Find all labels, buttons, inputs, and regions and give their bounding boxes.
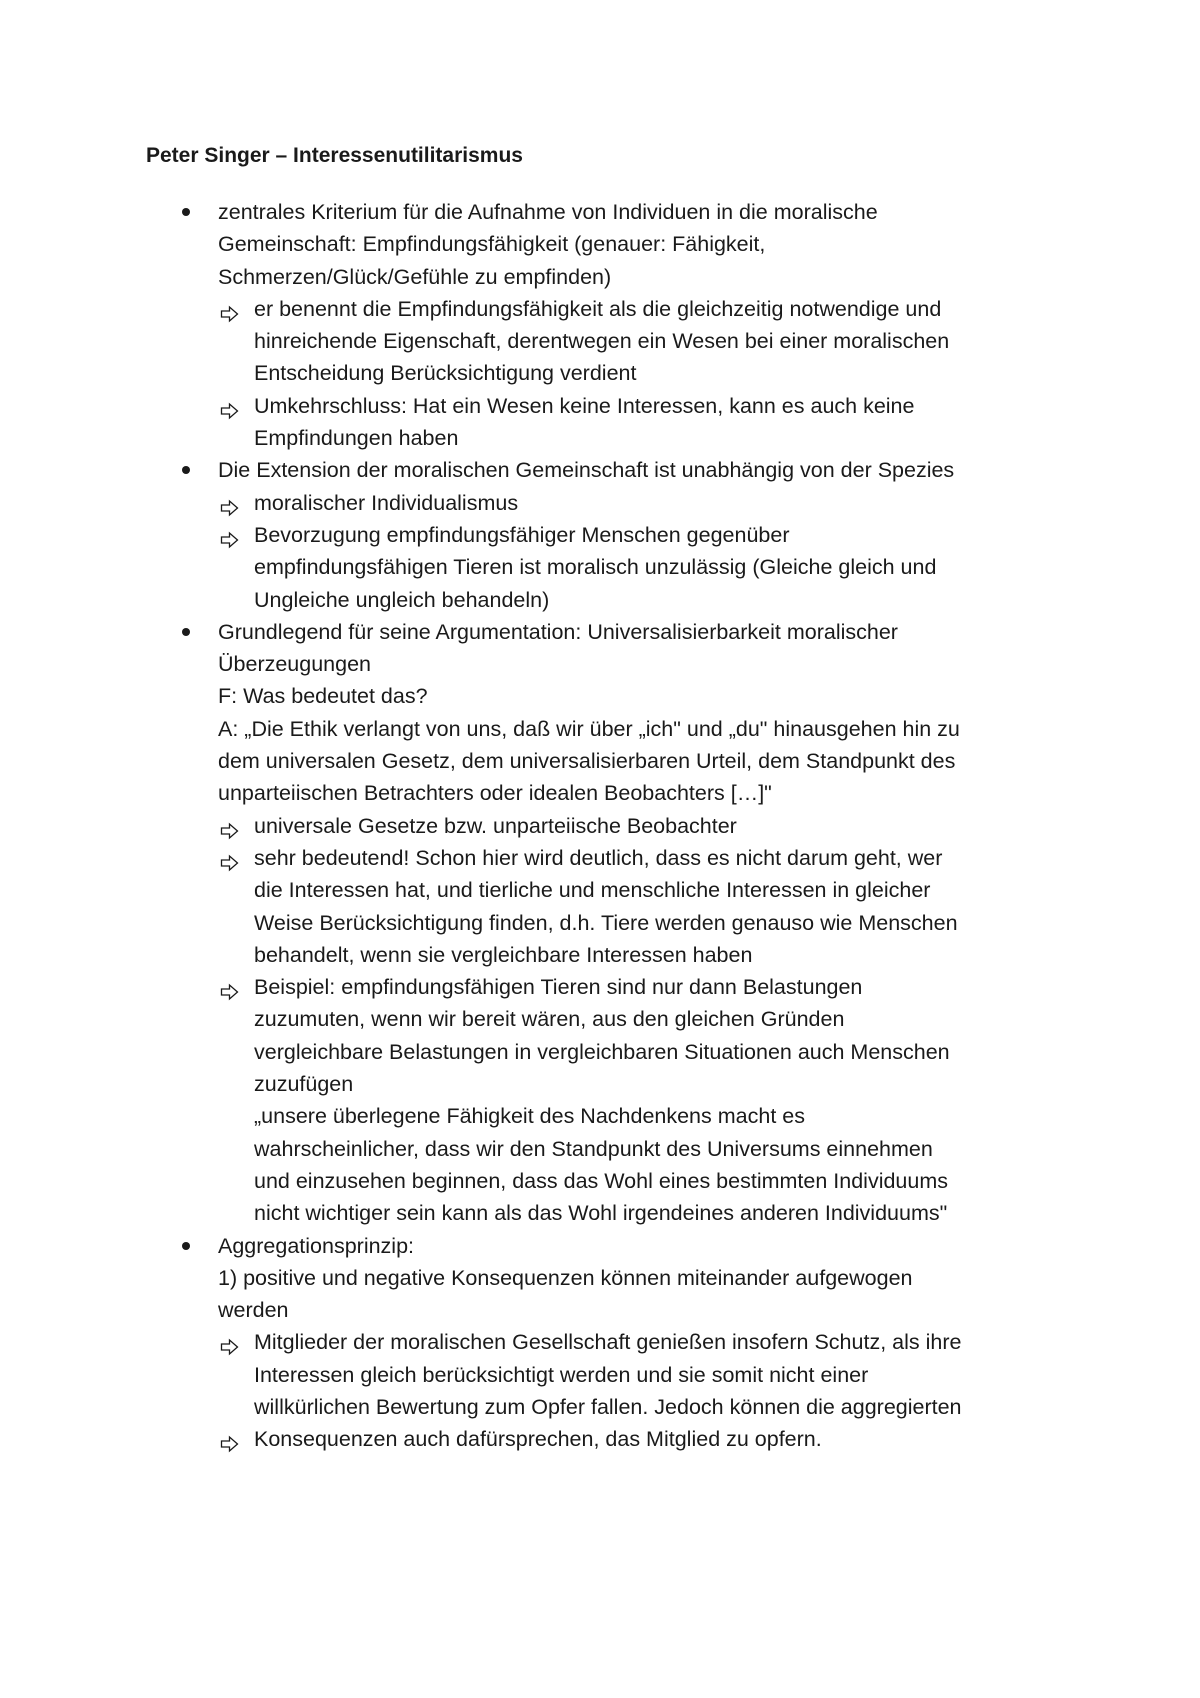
arrow-right-icon bbox=[220, 526, 240, 544]
bullet-list bbox=[146, 196, 1080, 1456]
sub-bullet-text-line: zuzufügen bbox=[254, 1072, 354, 1097]
arrow-right-icon bbox=[220, 978, 240, 996]
sub-bullet-text-line: wahrscheinlicher, dass wir den Standpunkt des Universums einnehmen bbox=[254, 1136, 933, 1161]
bullet-dot-icon bbox=[182, 628, 190, 636]
sub-bullet-text-line: „unsere überlegene Fähigkeit des Nachdenkens macht es bbox=[254, 1104, 805, 1129]
arrow-right-icon bbox=[220, 1430, 240, 1448]
sub-bullet-text-line: Beispiel: empfindungsfähigen Tieren sind nur dann Belastungen bbox=[254, 975, 863, 1000]
bullet-item bbox=[146, 454, 1080, 615]
bullet-item bbox=[146, 196, 1080, 454]
sub-bullet-text-line: Bevorzugung empfindungsfähiger Menschen gegenüber bbox=[254, 522, 790, 547]
bullet-text-line: Überzeugungen bbox=[218, 652, 372, 677]
sub-bullet-text-line: Umkehrschluss: Hat ein Wesen keine Interessen, kann es auch keine bbox=[254, 393, 915, 418]
bullet-item bbox=[146, 1230, 1080, 1456]
sub-bullet-list bbox=[218, 1326, 1080, 1455]
sub-bullet-text-line: Interessen gleich berücksichtigt werden und sie somit nicht einer bbox=[254, 1362, 869, 1387]
sub-bullet-item bbox=[218, 1423, 1080, 1455]
sub-bullet-item bbox=[218, 971, 1080, 1229]
sub-bullet-text-line: sehr bedeutend! Schon hier wird deutlich, dass es nicht darum geht, wer bbox=[254, 845, 943, 870]
sub-bullet-text-line: zuzumuten, wenn wir bereit wären, aus den gleichen Gründen bbox=[254, 1007, 845, 1032]
sub-bullet-list bbox=[218, 487, 1080, 616]
arrow-right-icon bbox=[220, 300, 240, 318]
bullet-text-line: Gemeinschaft: Empfindungsfähigkeit (genauer: Fähigkeit, bbox=[218, 232, 766, 257]
bullet-text-line: unparteiischen Betrachters oder idealen Beobachters […]" bbox=[218, 781, 772, 806]
sub-bullet-item bbox=[218, 1326, 1080, 1423]
bullet-text-line: zentrales Kriterium für die Aufnahme von Individuen in die moralische bbox=[218, 200, 878, 224]
sub-bullet-list bbox=[218, 810, 1080, 1230]
sub-bullet-text-line: Weise Berücksichtigung finden, d.h. Tiere werden genauso wie Menschen bbox=[254, 910, 958, 935]
sub-bullet-list bbox=[218, 293, 1080, 454]
sub-bullet-text-line: die Interessen hat, und tierliche und menschliche Interessen in gleicher bbox=[254, 878, 931, 903]
bullet-text-line: dem universalen Gesetz, dem universalisierbaren Urteil, dem Standpunkt des bbox=[218, 749, 956, 774]
sub-bullet-text-line: Empfindungen haben bbox=[254, 426, 459, 451]
bullet-text-line: F: Was bedeutet das? bbox=[218, 684, 428, 709]
sub-bullet-item bbox=[218, 842, 1080, 971]
sub-bullet-text-line: behandelt, wenn sie vergleichbare Interessen haben bbox=[254, 942, 753, 967]
sub-bullet-text-line: willkürlichen Bewertung zum Opfer fallen. Jedoch können die aggregierten bbox=[254, 1394, 962, 1419]
sub-bullet-text-line: hinreichende Eigenschaft, derentwegen ein Wesen bei einer moralischen bbox=[254, 329, 950, 354]
bullet-text-line: Schmerzen/Glück/Gefühle zu empfinden) bbox=[218, 264, 612, 289]
sub-bullet-text-line: er benennt die Empfindungsfähigkeit als die gleichzeitig notwendige und bbox=[254, 296, 942, 321]
bullet-text-line: Grundlegend für seine Argumentation: Universalisierbarkeit moralischer bbox=[218, 619, 898, 644]
sub-bullet-text-line: vergleichbare Belastungen in vergleichbaren Situationen auch Menschen bbox=[254, 1039, 950, 1064]
bullet-text-line: Die Extension der moralischen Gemeinschaft ist unabhängig von der Spezies bbox=[218, 458, 955, 483]
bullet-text-line: Aggregationsprinzip: bbox=[218, 1233, 415, 1258]
bullet-item bbox=[146, 616, 1080, 1230]
arrow-right-icon bbox=[220, 1333, 240, 1351]
document-title: Peter Singer – Interessenutilitarismus bbox=[146, 144, 523, 167]
bullet-text-line: A: „Die Ethik verlangt von uns, daß wir über „ich" und „du" hinausgehen hin zu bbox=[218, 716, 960, 741]
arrow-right-icon bbox=[220, 849, 240, 867]
sub-bullet-text-line: empfindungsfähigen Tieren ist moralisch unzulässig (Gleiche gleich und bbox=[254, 555, 937, 580]
bullet-dot-icon bbox=[182, 466, 190, 474]
sub-bullet-text-line: universale Gesetze bzw. unparteiische Beobachter bbox=[254, 813, 737, 838]
sub-bullet-text-line: und einzusehen beginnen, dass das Wohl eines bestimmten Individuums bbox=[254, 1168, 949, 1193]
sub-bullet-item bbox=[218, 293, 1080, 390]
sub-bullet-text-line: Ungleiche ungleich behandeln) bbox=[254, 587, 550, 612]
sub-bullet-item bbox=[218, 487, 1080, 519]
sub-bullet-item bbox=[218, 519, 1080, 616]
sub-bullet-text-line: nicht wichtiger sein kann als das Wohl irgendeines anderen Individuums" bbox=[254, 1201, 948, 1226]
bullet-dot-icon bbox=[182, 208, 190, 216]
arrow-right-icon bbox=[220, 494, 240, 512]
sub-bullet-text-line: Konsequenzen auch dafürsprechen, das Mitglied zu opfern. bbox=[254, 1427, 822, 1452]
bullet-dot-icon bbox=[182, 1242, 190, 1250]
bullet-text-line: werden bbox=[218, 1298, 289, 1323]
bullet-text-line: 1) positive und negative Konsequenzen können miteinander aufgewogen bbox=[218, 1265, 913, 1290]
sub-bullet-text-line: Mitglieder der moralischen Gesellschaft genießen insofern Schutz, als ihre bbox=[254, 1330, 962, 1355]
arrow-right-icon bbox=[220, 817, 240, 835]
arrow-right-icon bbox=[220, 397, 240, 415]
sub-bullet-item bbox=[218, 390, 1080, 455]
sub-bullet-text-line: Entscheidung Berücksichtigung verdient bbox=[254, 361, 637, 386]
sub-bullet-text-line: moralischer Individualismus bbox=[254, 490, 519, 515]
sub-bullet-item bbox=[218, 810, 1080, 842]
